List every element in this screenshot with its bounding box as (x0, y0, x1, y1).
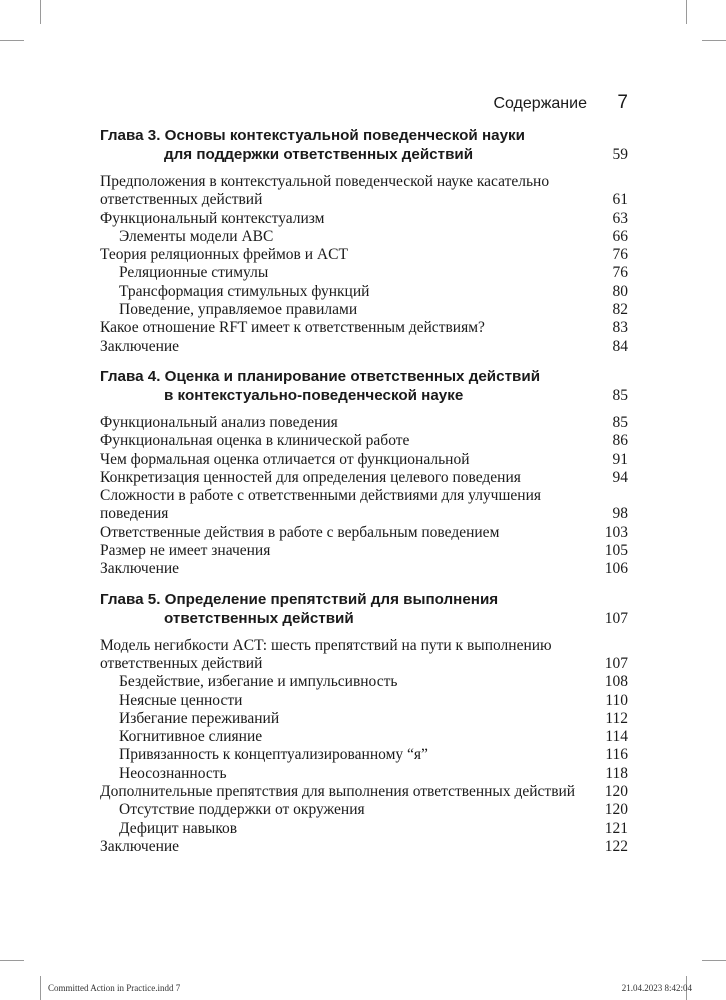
toc-entry-page: 120 (604, 783, 628, 801)
toc-entry[interactable] (100, 338, 628, 356)
toc-entry[interactable] (100, 173, 628, 210)
toc-entry-title: Неосознанность (119, 764, 227, 782)
crop-mark-right-top (702, 40, 726, 41)
table-of-contents (100, 126, 628, 867)
toc-entry-title: Когнитивное слияние (119, 728, 263, 746)
toc-entry-page: 66 (612, 227, 628, 245)
chapter-entries (100, 414, 628, 579)
toc-entry[interactable] (100, 542, 628, 560)
toc-entry-page: 116 (605, 746, 628, 764)
toc-entry-title: Бездействие, избегание и импульсивность (119, 673, 398, 691)
toc-entry-title: Заключение (100, 837, 180, 855)
toc-subentry[interactable] (100, 820, 628, 838)
running-header (100, 92, 628, 114)
chapter-title-line1: Глава 4. Оценка и планирование ответственных действий (100, 367, 541, 385)
footer-file-name: Committed Action in Practice.indd 7 (48, 983, 181, 993)
toc-entry-page: 76 (612, 246, 628, 264)
toc-entry-page: 118 (605, 764, 628, 782)
toc-entry-page: 112 (605, 709, 628, 727)
toc-entry[interactable] (100, 637, 628, 674)
toc-entry-page: 61 (612, 191, 628, 209)
toc-entry-title: Избегание переживаний (119, 709, 280, 727)
toc-entry-title: Конкретизация ценностей для определения целевого поведения (100, 468, 521, 486)
chapter-title-line2: для поддержки ответственных действий (164, 146, 474, 163)
toc-entry-page: 91 (612, 450, 628, 468)
toc-entry-page: 121 (604, 819, 628, 837)
toc-entry[interactable] (100, 414, 628, 432)
toc-entry-title: Заключение (100, 337, 180, 355)
chapter-title-line2: в контекстуально-поведенческой науке (164, 386, 464, 404)
toc-subentry[interactable] (100, 801, 628, 819)
chapter-page-number: 107 (604, 609, 628, 627)
toc-subentry[interactable] (100, 301, 628, 319)
toc-entry[interactable] (100, 469, 628, 487)
toc-entry-title: Чем формальная оценка отличается от функциональной (100, 450, 470, 468)
toc-entry-page: 114 (605, 728, 628, 746)
chapter-title-line2: ответственных действий (164, 609, 354, 627)
toc-entry[interactable] (100, 487, 628, 524)
toc-entry-title: Функциональный анализ поведения (100, 413, 338, 431)
toc-entry-page: 94 (612, 468, 628, 486)
toc-entry-page: 108 (604, 673, 628, 691)
toc-entry[interactable] (100, 319, 628, 337)
toc-entry-title: Привязанность к концептуализированному “я” (119, 746, 428, 764)
footer-timestamp: 21.04.2023 8:42:04 (621, 983, 692, 993)
toc-entry-title: Теория реляционных фреймов и ACT (100, 246, 348, 264)
toc-entry-title: Реляционные стимулы (119, 264, 269, 282)
toc-entry-title: Функциональная оценка в клинической работе (100, 432, 410, 450)
toc-entry-title: Функциональный контекстуализм (100, 209, 325, 227)
header-page-number: 7 (617, 92, 628, 113)
toc-entry-title: Размер не имеет значения (100, 542, 271, 560)
toc-entry-title: Дополнительные препятствия для выполнения ответственных действий (100, 783, 576, 801)
toc-entry-title: Поведение, управляемое правилами (119, 301, 358, 319)
toc-entry-title: Неясные ценности (119, 691, 243, 709)
crop-mark-left-bottom (0, 960, 24, 961)
toc-entry[interactable] (100, 524, 628, 542)
toc-subentry[interactable] (100, 746, 628, 764)
toc-entry[interactable] (100, 210, 628, 228)
toc-entry-page: 86 (612, 432, 628, 450)
chapter-title-line1: Глава 5. Определение препятствий для выполнения (100, 590, 499, 608)
toc-entry-title: Сложности в работе с ответственными действиями для улучшения поведения (100, 487, 542, 523)
toc-entry-page: 120 (604, 801, 628, 819)
toc-entry-page: 98 (612, 505, 628, 523)
toc-entry-title: Отсутствие поддержки от окружения (119, 801, 365, 819)
chapter-heading[interactable] (100, 367, 628, 405)
toc-entry-title: Модель негибкости ACT: шесть препятствий на пути к выполнению ответственных действий (100, 636, 552, 672)
toc-entry-title: Элементы модели ABC (119, 227, 274, 245)
crop-mark-right-bottom (702, 960, 726, 961)
toc-entry-title: Заключение (100, 560, 180, 578)
toc-subentry[interactable] (100, 692, 628, 710)
toc-entry-page: 76 (612, 264, 628, 282)
toc-subentry[interactable] (100, 710, 628, 728)
crop-mark-top-left (40, 0, 41, 24)
toc-subentry[interactable] (100, 673, 628, 691)
chapter-title-line1: Глава 3. Основы контекстуальной поведенческой науки (100, 127, 525, 144)
toc-entry-page: 105 (604, 542, 628, 560)
chapter-heading[interactable] (100, 126, 628, 164)
toc-subentry[interactable] (100, 228, 628, 246)
chapter-page-number: 59 (612, 146, 628, 163)
crop-mark-left-top (0, 40, 24, 41)
toc-entry-page: 63 (612, 209, 628, 227)
toc-entry[interactable] (100, 560, 628, 578)
toc-entry[interactable] (100, 838, 628, 856)
toc-entry[interactable] (100, 451, 628, 469)
toc-entry-page: 84 (612, 337, 628, 355)
toc-subentry[interactable] (100, 728, 628, 746)
toc-entry-page: 83 (612, 319, 628, 337)
toc-subentry[interactable] (100, 264, 628, 282)
toc-entry-title: Предположения в контекстуальной поведенческой науке касательно ответственных действий (100, 173, 550, 209)
toc-entry-title: Ответственные действия в работе с вербальным поведением (100, 523, 500, 541)
toc-subentry[interactable] (100, 283, 628, 301)
header-title: Содержание (493, 95, 587, 112)
toc-entry-title: Трансформация стимульных функций (119, 282, 370, 300)
toc-entry-page: 82 (612, 301, 628, 319)
toc-entry-page: 103 (604, 523, 628, 541)
toc-entry-page: 80 (612, 282, 628, 300)
toc-entry-title: Какое отношение RFT имеет к ответственным действиям? (100, 319, 485, 337)
toc-entry[interactable] (100, 432, 628, 450)
toc-entry-page: 85 (612, 413, 628, 431)
crop-mark-bottom-left (40, 976, 41, 1000)
toc-entry-title: Дефицит навыков (119, 819, 238, 837)
toc-entry-page: 122 (604, 837, 628, 855)
toc-entry-page: 110 (605, 691, 628, 709)
crop-mark-top-right (686, 0, 687, 24)
toc-entry[interactable] (100, 246, 628, 264)
toc-entry[interactable] (100, 783, 628, 801)
chapter-entries (100, 637, 628, 857)
toc-entry-page: 107 (604, 654, 628, 672)
chapter-entries (100, 173, 628, 356)
toc-subentry[interactable] (100, 765, 628, 783)
chapter-heading[interactable] (100, 590, 628, 628)
toc-entry-page: 106 (604, 560, 628, 578)
chapter-page-number: 85 (612, 386, 628, 404)
